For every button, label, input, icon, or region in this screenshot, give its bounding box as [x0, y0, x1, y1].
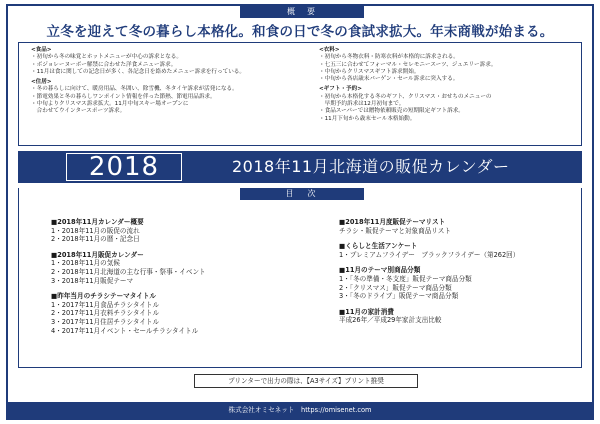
title-banner	[18, 151, 582, 183]
toc-section	[51, 251, 301, 285]
summary-left-column	[31, 47, 301, 119]
list-item: ・11月下旬から歳末セール本格始動。	[319, 115, 416, 122]
toc-band-label: 目 次	[240, 188, 364, 200]
list-item: ・節電効果と冬の暮らしワンポイント情報を伴った節熱、節電用品訴求。	[31, 93, 216, 100]
toc-section-title: ■2018年11月販促カレンダー	[51, 250, 144, 259]
toc-section	[339, 308, 579, 325]
section-title: <食品>	[31, 47, 52, 53]
toc-item: 1・プレミアムフライデー ブラックフライデー（第262回）	[339, 250, 520, 259]
list-item: 早期予約訴求は12月初旬まで。	[319, 101, 405, 108]
toc-item: 2・「クリスマス」販促テーマ商品分類	[339, 283, 452, 292]
toc-item: チラシ・販促テーマと対象商品リスト	[339, 226, 451, 235]
toc-section-title: ■くらしと生活アンケート	[339, 242, 418, 251]
list-item: ・初旬から冬物衣料・防寒衣料が本格的に訴求される。	[319, 54, 459, 61]
toc-section-title: ■11月のテーマ別商品分類	[339, 266, 421, 275]
toc-item: 1・「冬の準備・冬支度」販促テーマ商品分類	[339, 274, 472, 283]
toc-section-title: ■2018年11月度販促テーマリスト	[339, 218, 446, 226]
list-item: ・11月は食に関しての記念日が多く、各記念日を絡めたメニュー訴求を行っている。	[31, 68, 245, 75]
print-note: プリンターで出力の際は、【A3サイズ】プリント推奨	[194, 374, 418, 388]
toc-section	[51, 218, 301, 244]
list-item: ・食品スーパーでは贈物依頼販売の短期限定ギフト訴求。	[319, 108, 464, 115]
list-item: ・初旬から本格化する冬のギフト、クリスマス・おせちのメニューの	[319, 93, 492, 100]
toc-box	[18, 188, 582, 368]
toc-section	[51, 292, 301, 335]
list-item: ・ボジョレーヌーボー解禁に合わせた洋食メニュー訴求。	[31, 61, 177, 68]
toc-item: 2・2018年11月の暦・記念日	[51, 235, 140, 244]
toc-right-column	[339, 218, 579, 332]
section-title: <衣料>	[319, 47, 340, 53]
toc-item: 1・2018年11月の気候	[51, 259, 120, 268]
toc-item: 1・2018年11月の販促の流れ	[51, 226, 140, 235]
section-title: <ギフト・予約>	[319, 86, 362, 93]
page-frame	[6, 4, 594, 420]
toc-section-title: ■11月の家計消費	[339, 307, 394, 316]
section-title: <住居>	[31, 79, 52, 86]
summary-right-column	[319, 47, 579, 126]
toc-item: 2・2017年11月衣料チラシタイトル	[51, 309, 160, 318]
list-item: ・冬の暮らしに向けて、暖房用品、冬囲い、除雪機、冬タイヤ訴求が活発になる。	[31, 86, 238, 93]
headline: 立冬を迎えて冬の暮らし本格化。和食の日で冬の食試求拡大。年末商戦が始まる。	[46, 24, 554, 40]
summary-band-label: 概 要	[240, 6, 364, 18]
list-item: ・中旬から各店歳末バーゲン・セール訴求に突入する。	[319, 76, 459, 83]
list-item: ・中旬よりクリスマス訴求拡大。11月中旬スキー場オープンに	[31, 101, 189, 108]
footer-company: 株式会社オミセネット https://omisenet.com	[8, 402, 592, 418]
toc-section-title: ■2018年11月カレンダー概要	[51, 218, 144, 226]
summary-section-clothing	[319, 47, 579, 83]
calendar-title: 2018年11月北海道の販促カレンダー	[232, 157, 510, 176]
toc-item: 3・「冬のドライブ」販促テーマ商品分類	[339, 292, 459, 301]
list-item: ・七五三に合わせてフォーマル・セレモニースーツ、ジュエリー訴求。	[319, 61, 497, 68]
toc-item: 3・2017年11月住居チラシタイトル	[51, 317, 160, 326]
summary-section-housing	[31, 79, 301, 115]
year-label: 2018	[66, 153, 182, 181]
list-item: ・中旬からクリスマスギフト訴求開始。	[319, 68, 420, 75]
summary-section-food	[31, 47, 301, 76]
list-item: 合わせてウインタースポーツ訴求。	[31, 108, 126, 115]
toc-section-title: ■昨年当月のチラシテーマタイトル	[51, 292, 157, 301]
toc-item: 2・2018年11月北海道の主な行事・祭事・イベント	[51, 267, 206, 276]
summary-section-gift	[319, 86, 579, 122]
toc-item: 1・2017年11月食品チラシタイトル	[51, 300, 160, 309]
toc-item: 4・2017年11月イベント・セールチラシタイトル	[51, 326, 199, 335]
toc-section	[339, 266, 579, 300]
list-item: ・初旬から冬の味覚とホットメニューが中心の訴求となる。	[31, 54, 182, 61]
toc-section	[339, 218, 579, 235]
toc-left-column	[51, 218, 301, 342]
toc-section	[339, 242, 579, 259]
summary-box	[18, 42, 582, 146]
toc-item: 平成26年／平成29年家計支出比較	[339, 316, 442, 325]
toc-item: 3・2018年11月販促テーマ	[51, 276, 134, 285]
